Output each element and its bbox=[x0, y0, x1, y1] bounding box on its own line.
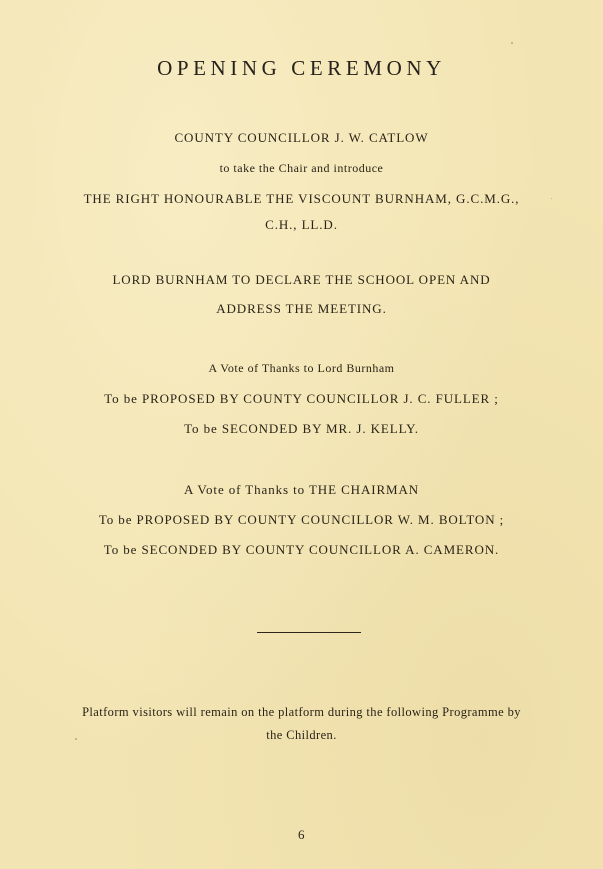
declaration-line-2: ADDRESS THE MEETING. bbox=[216, 301, 387, 316]
vote-of-thanks-1-proposer: To be PROPOSED BY COUNTY COUNCILLOR J. C. FULLER ; bbox=[104, 391, 499, 406]
chair-councillor: COUNTY COUNCILLOR J. W. CATLOW bbox=[174, 130, 429, 145]
vote-of-thanks-1-heading: A Vote of Thanks to Lord Burnham bbox=[208, 361, 395, 375]
guest-honours: C.H., LL.D. bbox=[265, 217, 338, 232]
vote-of-thanks-2-heading: A Vote of Thanks to THE CHAIRMAN bbox=[183, 482, 420, 497]
page-title: OPENING CEREMONY bbox=[157, 56, 446, 80]
declaration-line-1: LORD BURNHAM TO DECLARE THE SCHOOL OPEN AND bbox=[112, 272, 491, 287]
paper-speck bbox=[75, 738, 77, 740]
paper-speck bbox=[511, 42, 513, 44]
vote-of-thanks-2-proposer: To be PROPOSED BY COUNTY COUNCILLOR W. M. BOLTON ; bbox=[98, 512, 505, 527]
vote-of-thanks-1-seconder: To be SECONDED BY MR. J. KELLY. bbox=[184, 421, 419, 436]
platform-note-line-2: the Children. bbox=[266, 728, 337, 742]
platform-note-line-1: Platform visitors will remain on the platform during the following Programme by bbox=[82, 705, 521, 719]
page-number: 6 bbox=[297, 827, 306, 842]
section-divider bbox=[257, 632, 361, 633]
chair-instruction: to take the Chair and introduce bbox=[219, 161, 384, 175]
guest-name: THE RIGHT HONOURABLE THE VISCOUNT BURNHAM, G.C.M.G., bbox=[83, 191, 520, 206]
paper-speck bbox=[551, 198, 552, 199]
vote-of-thanks-2-seconder: To be SECONDED BY COUNTY COUNCILLOR A. CAMERON. bbox=[103, 542, 500, 557]
